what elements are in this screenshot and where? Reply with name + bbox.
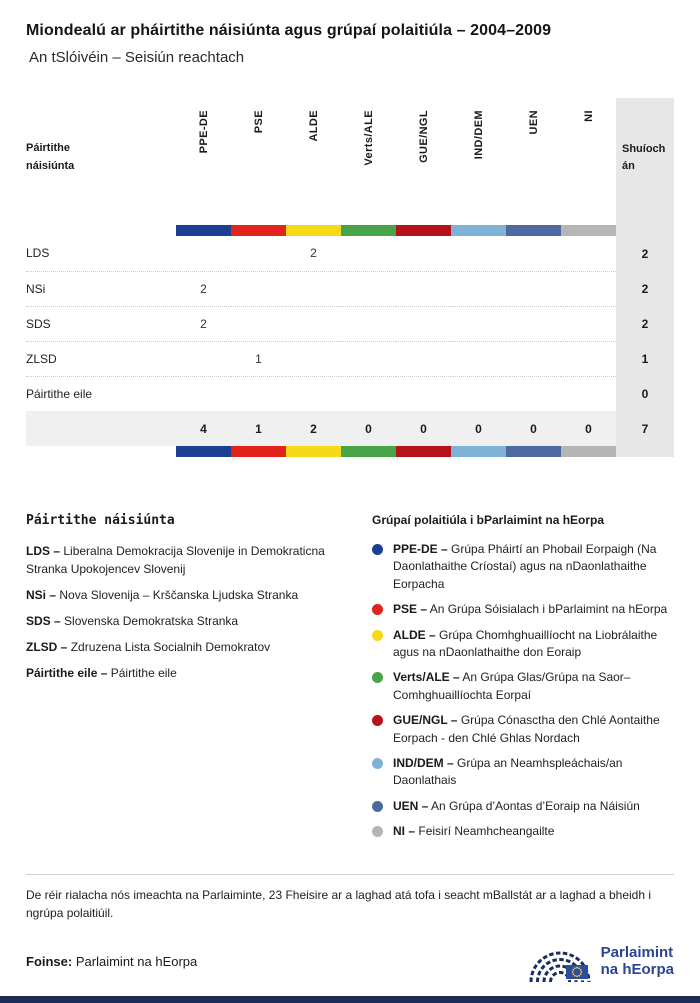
group-color-bar (451, 446, 506, 457)
ep-logo-text (601, 944, 674, 979)
table-row-nsi (26, 271, 674, 306)
seats-cell: 0 (616, 376, 674, 411)
seats-cell: 2 (616, 271, 674, 306)
total-cell: 0 (341, 411, 396, 446)
group-desc: An Grúpa d’Aontas d’Eoraip na Náisiún (431, 798, 640, 813)
group-color-dot (372, 604, 383, 615)
table-header-row (26, 98, 674, 225)
group-abbr: GUE/NGL – (393, 713, 458, 728)
legend-party-item (26, 586, 360, 604)
table-row-zlsd (26, 341, 674, 376)
table-cell (396, 341, 451, 376)
group-abbr: ALDE – (393, 627, 436, 642)
table-cell (506, 236, 561, 271)
legend-national-parties (26, 513, 360, 848)
group-color-bar (176, 225, 231, 236)
table-cell (341, 236, 396, 271)
total-cell: 4 (176, 411, 231, 446)
legend-group-item (372, 823, 674, 840)
table-cell (341, 306, 396, 341)
party-desc: Slovenska Demokratska Stranka (64, 614, 239, 628)
party-name: ZLSD (26, 341, 176, 376)
table-cell (506, 341, 561, 376)
party-desc: Nova Slovenija – Krščanska Ljudska Stranka (59, 588, 299, 602)
legend-group-item (372, 601, 674, 618)
table-cell (286, 271, 341, 306)
table-cell (506, 271, 561, 306)
group-color-bar (396, 446, 451, 457)
legend-party-item (26, 664, 360, 682)
table-cell (451, 376, 506, 411)
legend-group-item (372, 541, 674, 593)
table-cell (286, 306, 341, 341)
table-row-lds (26, 236, 674, 271)
ep-logo-line1: Parlaimint (600, 944, 674, 962)
group-color-bar (231, 446, 286, 457)
total-cell: 2 (286, 411, 341, 446)
legend-group-item (372, 627, 674, 662)
group-abbr: PPE-DE – (393, 542, 448, 556)
table-cell (286, 376, 341, 411)
table-cell (396, 376, 451, 411)
total-cell: 0 (561, 411, 616, 446)
table-cell (231, 376, 286, 411)
group-color-bar (231, 225, 286, 236)
legend-parties-title: Páirtithe náisiúnta (26, 513, 175, 528)
group-desc: An Grúpa Sóisialach i bParlaimint na hEorpa (429, 602, 668, 617)
column-header-pse: PSE (252, 110, 265, 134)
table-cell (341, 376, 396, 411)
group-abbr: Verts/ALE – (393, 670, 460, 685)
column-header-verts-ale: Verts/ALE (362, 110, 375, 166)
legend-group-item (372, 798, 674, 815)
table-row-other-parties (26, 376, 674, 411)
party-abbr: LDS – (26, 544, 61, 558)
table-cell (176, 376, 231, 411)
table-cell (451, 306, 506, 341)
party-name: LDS (26, 236, 176, 271)
legend-group-item (372, 755, 674, 790)
table-cell (561, 376, 616, 411)
legend-groups-title: Grúpaí polaitiúla i bParlaimint na hEorpa (372, 513, 605, 527)
results-table (26, 98, 674, 457)
table-cell (451, 271, 506, 306)
party-name: Páirtithe eile (26, 386, 93, 401)
column-header-uen: UEN (527, 110, 540, 135)
group-desc: Feisirí Neamhcheangailte (418, 824, 555, 839)
table-cell (176, 341, 231, 376)
group-color-dot (372, 826, 383, 837)
group-color-bar (506, 225, 561, 236)
source (26, 954, 197, 969)
table-cell (451, 236, 506, 271)
group-color-bar (451, 225, 506, 236)
footnote: De réir rialacha nós imeachta na Parlaiminte, 23 Fheisire ar a laghad atá tofa i seacht mBallstát ar a laghad a bheidh i ngrúpa polaitiúil. (26, 888, 652, 921)
group-abbr: NI – (393, 824, 416, 839)
legend-party-item (26, 542, 360, 578)
group-color-dot (372, 715, 383, 726)
group-color-bar (561, 446, 616, 457)
table-totals-row (26, 411, 674, 446)
legend-political-groups (372, 513, 674, 848)
source-label: Foinse: (26, 953, 73, 969)
eu-flag-icon (566, 965, 588, 979)
group-abbr: UEN – (393, 798, 429, 813)
group-color-bar (286, 446, 341, 457)
column-header-ind-dem: IND/DEM (472, 110, 485, 160)
group-color-dot (372, 758, 383, 769)
party-abbr: SDS – (26, 614, 61, 628)
group-abbr: IND/DEM – (393, 755, 454, 770)
table-cell (506, 376, 561, 411)
group-desc: Grúpa Chomhghuaillíocht na Liobrálaithe agus na nDaonlathaithe don Eoraip (393, 627, 658, 659)
group-color-bar (506, 446, 561, 457)
table-cell (561, 271, 616, 306)
page-title: Miondealú ar pháirtithe náisiúnta agus grúpaí polaitiúla – 2004–2009 (26, 22, 552, 39)
group-desc: Grúpa an Neamhspleáchais/an Daonlathais (393, 755, 623, 788)
group-color-bar (341, 225, 396, 236)
seats-cell: 2 (616, 236, 674, 271)
table-cell (231, 306, 286, 341)
divider (26, 874, 674, 875)
table-cell (176, 236, 231, 271)
ep-logo (528, 938, 674, 984)
page-subtitle: An tSlóivéin – Seisiún reachtach (29, 49, 245, 66)
table-cell (561, 341, 616, 376)
legend-party-item (26, 612, 360, 630)
table-cell (396, 306, 451, 341)
seats-total-cell: 7 (616, 411, 674, 446)
total-cell: 1 (231, 411, 286, 446)
seats-cell: 1 (616, 341, 674, 376)
party-abbr: NSi – (26, 588, 57, 602)
total-cell: 0 (506, 411, 561, 446)
table-cell (396, 271, 451, 306)
seats-cell: 2 (616, 306, 674, 341)
table-cell (451, 341, 506, 376)
legends (26, 513, 674, 848)
row-header-label: Páirtithe náisiúnta (26, 141, 75, 172)
party-abbr: ZLSD – (26, 640, 68, 654)
table-cell (231, 271, 286, 306)
table-cell: 1 (231, 341, 286, 376)
column-header-seats: Shuíochán (616, 98, 674, 225)
source-value: Parlaimint na hEorpa (75, 953, 198, 969)
legend-group-item (372, 712, 674, 747)
table-cell (341, 341, 396, 376)
column-header-alde: ALDE (307, 110, 320, 142)
group-color-bar (286, 225, 341, 236)
group-color-bar (176, 446, 231, 457)
table-row-sds (26, 306, 674, 341)
party-desc: Liberalna Demokracija Slovenije in Demokraticna Stranka Upokojencev Slovenij (26, 544, 325, 576)
group-color-bar (341, 446, 396, 457)
group-abbr: PSE – (393, 602, 428, 617)
legend-party-item (26, 638, 360, 656)
table-cell (561, 236, 616, 271)
column-header-ppe-de: PPE-DE (197, 110, 210, 154)
table-cell (231, 236, 286, 271)
group-desc: Grúpa Pháirtí an Phobail Eorpaigh (Na Daonlathaithe Críostaí) agus na nDaonlathaithe Eorpacha (393, 542, 657, 591)
group-color-bar (561, 225, 616, 236)
group-color-bar-row-bottom (26, 446, 674, 457)
group-color-dot (372, 801, 383, 812)
group-color-dot (372, 544, 383, 555)
group-color-dot (372, 630, 383, 641)
total-cell: 0 (451, 411, 506, 446)
table-cell (396, 236, 451, 271)
group-desc: An Grúpa Glas/Grúpa na Saor–Comhghuaillíochta Eorpaí (393, 670, 631, 702)
table-cell (286, 341, 341, 376)
group-desc: Grúpa Cónasctha den Chlé Aontaithe Eorpach - den Chlé Ghlas Nordach (393, 713, 660, 745)
group-color-dot (372, 672, 383, 683)
group-color-bar-row-top (26, 225, 674, 236)
ep-logo-line2: na hEorpa (600, 961, 674, 979)
legend-group-item (372, 669, 674, 704)
party-name: NSi (26, 271, 176, 306)
footer-bar (0, 996, 700, 1003)
group-color-bar (396, 225, 451, 236)
party-abbr: Páirtithe eile – (26, 666, 108, 680)
column-header-ni: NI (582, 110, 595, 122)
table-cell: 2 (176, 271, 231, 306)
source-row (26, 938, 674, 984)
table-cell: 2 (286, 236, 341, 271)
column-header-gue-ngl: GUE/NGL (417, 110, 430, 163)
table-cell (341, 271, 396, 306)
total-cell: 0 (396, 411, 451, 446)
ep-hemicycle-icon (528, 938, 592, 984)
party-desc: Páirtithe eile (110, 666, 177, 680)
party-desc: Zdruzena Lista Socialnih Demokratov (70, 640, 271, 654)
table-cell (561, 306, 616, 341)
table-cell: 2 (176, 306, 231, 341)
party-name: SDS (26, 306, 176, 341)
table-cell (506, 306, 561, 341)
